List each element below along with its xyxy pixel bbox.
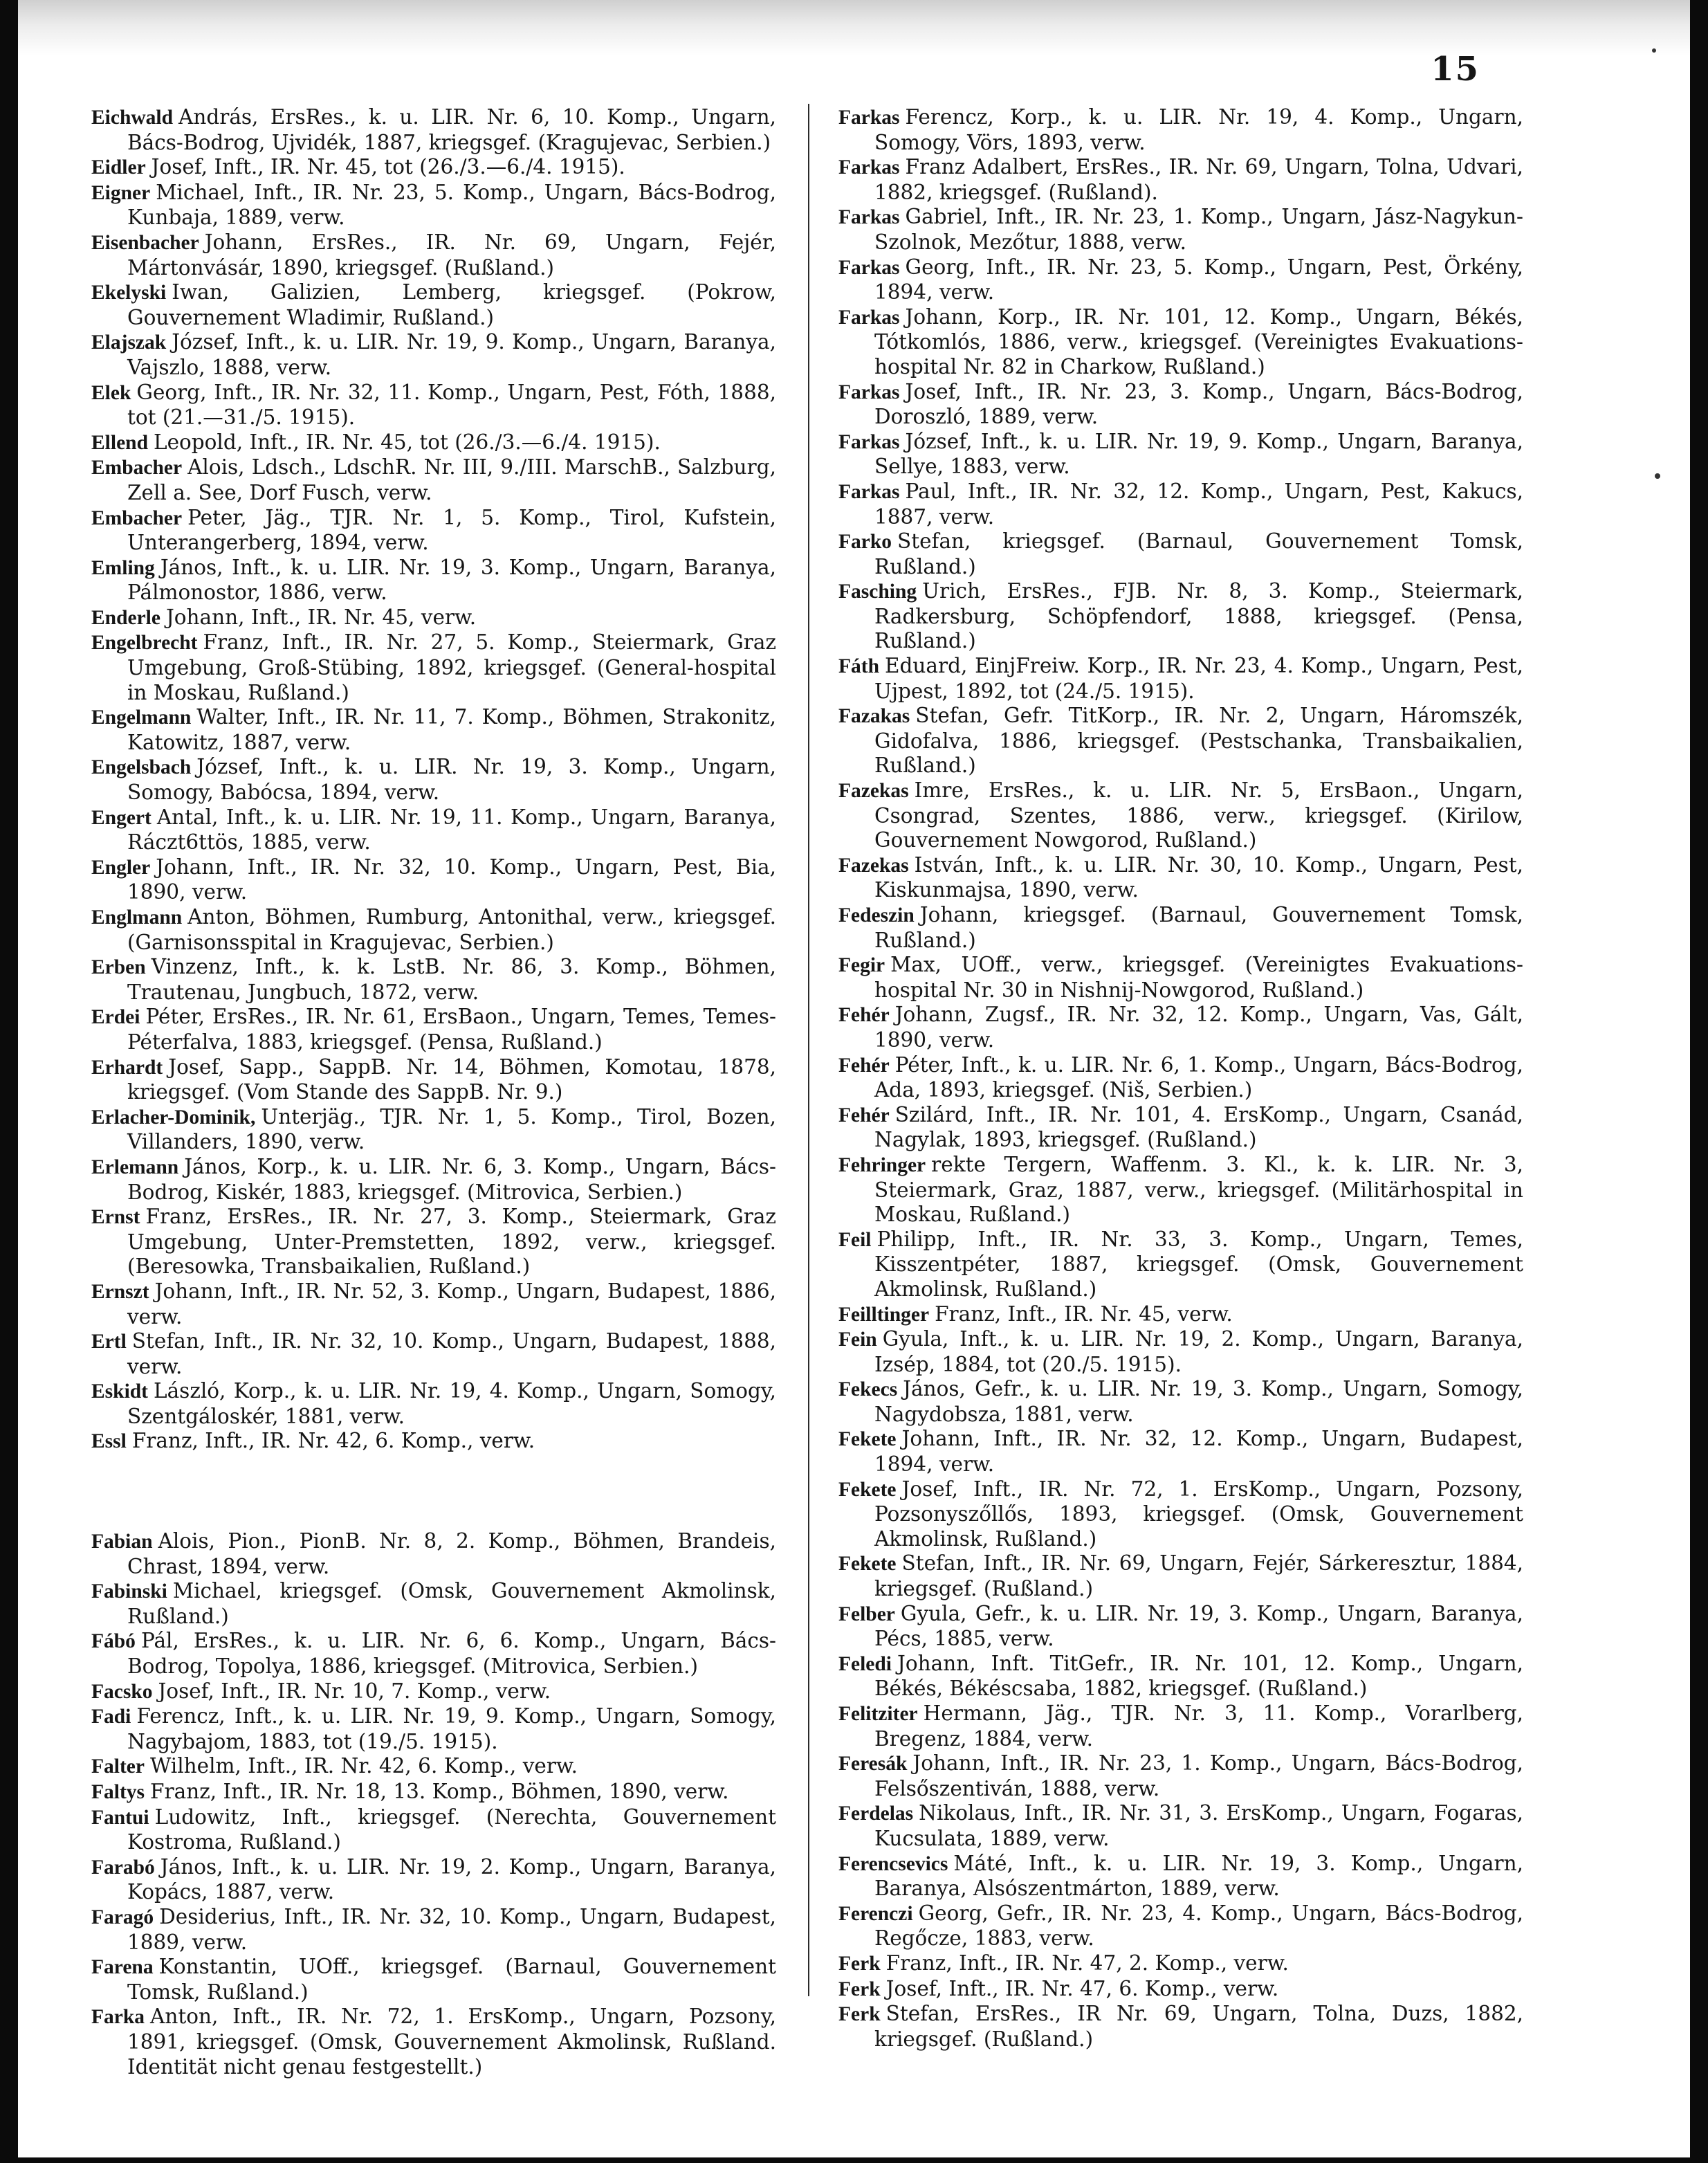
entry-details: Desiderius, Inft., IR. Nr. 32, 10. Komp., Ungarn, Budapest, 1889, verw. (127, 1904, 776, 1954)
register-entry (91, 1055, 776, 1105)
entry-surname: Fehér (838, 1004, 890, 1027)
entry-surname: Fegir (838, 954, 885, 977)
register-entry (838, 1327, 1523, 1377)
entry-details: Peter, Jäg., TJR. Nr. 1, 5. Komp., Tirol, Kufstein, Unterangerberg, 1894, verw. (127, 505, 776, 555)
entry-surname: Farkas (838, 206, 900, 229)
register-entry (91, 1754, 776, 1780)
entry-details: Georg, Inft., IR. Nr. 32, 11. Komp., Ungarn, Pest, Fóth, 1888, tot (21.—31./5. 1915). (127, 380, 776, 430)
register-entry (91, 455, 776, 505)
register-entry (91, 1429, 776, 1454)
entry-surname: Fazekas (838, 780, 909, 803)
entry-details: Stefan, Inft., IR. Nr. 32, 10. Komp., Ungarn, Budapest, 1888, verw. (127, 1329, 776, 1378)
register-entry (91, 630, 776, 705)
entry-surname: Engert (91, 806, 151, 829)
entry-surname: Fadi (91, 1706, 131, 1728)
entry-details: László, Korp., k. u. LIR. Nr. 19, 4. Komp., Ungarn, Somogy, Szentgáloskér, 1881, verw. (127, 1379, 776, 1428)
entry-surname: Fehér (838, 1054, 890, 1077)
entry-surname: Ferk (838, 1952, 881, 1975)
entry-details: János, Gefr., k. u. LIR. Nr. 19, 3. Komp., Ungarn, Somogy, Nagydobsza, 1881, verw. (874, 1377, 1523, 1426)
entry-details: Ferencz, Inft., k. u. LIR. Nr. 19, 9. Komp., Ungarn, Somogy, Nagybajom, 1883, tot (19./5. 1915). (127, 1704, 776, 1753)
register-entry (91, 280, 776, 330)
entry-details: Antal, Inft., k. u. LIR. Nr. 19, 11. Komp., Ungarn, Baranya, Ráczt6ttös, 1885, verw. (127, 805, 776, 855)
entry-surname: Fehér (838, 1104, 890, 1126)
entry-details: Stefan, kriegsgef. (Barnaul, Gouvernement Tomsk, Rußland.) (874, 529, 1523, 578)
entry-surname: Ertl (91, 1331, 127, 1353)
entry-details: Iwan, Galizien, Lemberg, kriegsgef. (Pokrow, Gouvernement Wladimir, Rußland.) (127, 280, 776, 329)
entry-details: József, Inft., k. u. LIR. Nr. 19, 9. Komp., Ungarn, Baranya, Sellye, 1883, verw. (874, 429, 1523, 479)
entry-details: Franz, Inft., IR. Nr. 27, 5. Komp., Steiermark, Graz Umgebung, Groß-Stübing, 1892, kriegsgef. (General-hospital in Moskau, Rußland.) (127, 630, 776, 704)
entry-surname: Ferk (838, 2003, 881, 2026)
register-entry (838, 778, 1523, 853)
entry-surname: Ferencsevics (838, 1852, 948, 1875)
entry-details: Georg, Inft., IR. Nr. 23, 5. Komp., Ungarn, Pest, Örkény, 1894, verw. (874, 255, 1523, 304)
entry-surname: Embacher (91, 457, 183, 480)
register-entry (91, 1579, 776, 1629)
entry-surname: Eskidt (91, 1380, 148, 1403)
register-entry (91, 1529, 776, 1579)
entry-surname: Farkas (838, 480, 900, 503)
entry-details: Johann, Korp., IR. Nr. 101, 12. Komp., Ungarn, Békés, Tótkomlós, 1886, verw., kriegsgef. (Vereinigtes Evakuations-hospital Nr. 82 in Charkow, Rußland.) (874, 304, 1523, 378)
entry-details: Unterjäg., TJR. Nr. 1, 5. Komp., Tirol, Bozen, Villanders, 1890, verw. (127, 1104, 776, 1154)
section-f-entries (91, 1529, 776, 2079)
register-entry (838, 155, 1523, 205)
entry-details: Wilhelm, Inft., IR. Nr. 42, 6. Komp., verw. (149, 1754, 578, 1778)
register-entry (838, 2002, 1523, 2052)
entry-surname: Farabó (91, 1856, 155, 1879)
register-entry (838, 305, 1523, 380)
entry-details: János, Inft., k. u. LIR. Nr. 19, 2. Komp., Ungarn, Baranya, Kopács, 1887, verw. (127, 1854, 776, 1904)
register-entry (91, 1205, 776, 1279)
register-entry (838, 1477, 1523, 1552)
entry-details: József, Inft., k. u. LIR. Nr. 19, 9. Komp., Ungarn, Baranya, Vajszlo, 1888, verw. (127, 330, 776, 379)
entry-surname: Erdei (91, 1006, 140, 1029)
entry-details: Walter, Inft., IR. Nr. 11, 7. Komp., Böhmen, Strakonitz, Katowitz, 1887, verw. (127, 705, 776, 754)
entry-details: Josef, Inft., IR. Nr. 10, 7. Komp., verw. (158, 1679, 551, 1703)
entry-surname: Farkas (838, 156, 900, 179)
entry-surname: Fasching (838, 581, 917, 603)
register-entry (838, 480, 1523, 529)
entry-details: István, Inft., k. u. LIR. Nr. 30, 10. Komp., Ungarn, Pest, Kiskunmajsa, 1890, verw. (874, 852, 1523, 902)
entry-details: Josef, Sapp., SappB. Nr. 14, Böhmen, Komotau, 1878, kriegsgef. (Vom Stande des SappB. Nr. 9.) (127, 1055, 776, 1104)
register-entry (91, 955, 776, 1005)
entry-surname: Elek (91, 381, 131, 404)
entry-surname: Englmann (91, 906, 183, 929)
entry-details: Gabriel, Inft., IR. Nr. 23, 1. Komp., Ungarn, Jász-Nagykun-Szolnok, Mezőtur, 1888, verw. (874, 205, 1523, 254)
entry-surname: Fáth (838, 655, 879, 678)
register-entry (91, 1279, 776, 1329)
entry-details: Johann, Inft. TitGefr., IR. Nr. 101, 12. Komp., Ungarn, Békés, Békéscsaba, 1882, kriegsgef. (Rußland.) (874, 1651, 1523, 1701)
register-entry (91, 506, 776, 556)
entry-surname: Fekecs (838, 1378, 898, 1401)
entry-details: Urich, ErsRes., FJB. Nr. 8, 3. Komp., Steiermark, Radkersburg, Schöpfendorf, 1888, kriegsgef. (Pensa, Rußland.) (874, 579, 1523, 653)
section-e-entries (91, 105, 776, 1454)
entry-details: Imre, ErsRes., k. u. LIR. Nr. 5, ErsBaon., Ungarn, Csongrad, Szentes, 1886, verw., kriegsgef. (Kirilow, Gouvernement Nowgorod, Rußland.) (874, 778, 1523, 852)
entry-details: Johann, Inft., IR. Nr. 52, 3. Komp., Ungarn, Budapest, 1886, verw. (127, 1279, 776, 1329)
register-entry (91, 181, 776, 230)
register-entry (838, 1751, 1523, 1801)
register-entry (91, 805, 776, 855)
register-entry (91, 1329, 776, 1379)
entry-details: Péter, ErsRes., IR. Nr. 61, ErsBaon., Ungarn, Temes, Temes-Péterfalva, 1883, kriegsgef. (Pensa, Rußland.) (127, 1005, 776, 1054)
register-entry (838, 1377, 1523, 1427)
scan-speck (1655, 473, 1660, 479)
entry-surname: Feilltinger (838, 1303, 930, 1326)
entry-surname: Ferdelas (838, 1802, 914, 1825)
entry-details: Anton, Böhmen, Rumburg, Antonithal, verw., kriegsgef. (Garnisonsspital in Kragujevac, Serbien.) (127, 905, 776, 954)
register-entry (91, 1955, 776, 2005)
entry-details: Nikolaus, Inft., IR. Nr. 31, 3. ErsKomp., Ungarn, Fogaras, Kucsulata, 1889, verw. (874, 1801, 1523, 1850)
entry-surname: Felitziter (838, 1703, 918, 1725)
entry-surname: Felber (838, 1603, 895, 1625)
entry-details: Stefan, Gefr. TitKorp., IR. Nr. 2, Ungarn, Háromszék, Gidofalva, 1886, kriegsgef. (Pestschanka, Transbaikalien, Rußland.) (874, 704, 1523, 778)
entry-details: Franz, Inft., IR. Nr. 47, 2. Komp., verw. (885, 1951, 1289, 1975)
entry-details: Vinzenz, Inft., k. k. LstB. Nr. 86, 3. Komp., Böhmen, Trautenau, Jungbuch, 1872, verw. (127, 955, 776, 1004)
register-entry (91, 430, 776, 456)
register-entry (91, 1855, 776, 1905)
register-entry (91, 855, 776, 905)
entry-surname: Faragó (91, 1906, 154, 1928)
register-entry (838, 1053, 1523, 1103)
entry-surname: Eidler (91, 156, 146, 179)
register-entry (838, 853, 1523, 903)
page-number: 15 (1431, 50, 1480, 89)
entry-details: Franz, ErsRes., IR. Nr. 27, 3. Komp., Steiermark, Graz Umgebung, Unter-Premstetten, 1892, verw., kriegsgef. (Beresowka, Transbaikalien, Rußland.) (127, 1205, 776, 1279)
entry-surname: Essl (91, 1430, 127, 1453)
entry-surname: Fehringer (838, 1153, 926, 1176)
entry-surname: Farena (91, 1956, 154, 1979)
entry-details: Michael, kriegsgef. (Omsk, Gouvernement Akmolinsk, Rußland.) (127, 1579, 776, 1628)
entry-details: Josef, Inft., IR. Nr. 47, 6. Komp., verw. (885, 1976, 1279, 2000)
entry-details: Máté, Inft., k. u. LIR. Nr. 19, 3. Komp., Ungarn, Baranya, Alsószentmárton, 1889, verw. (874, 1851, 1523, 1901)
entry-details: József, Inft., k. u. LIR. Nr. 19, 3. Komp., Ungarn, Somogy, Babócsa, 1894, verw. (127, 755, 776, 805)
entry-details: Johann, kriegsgef. (Barnaul, Gouvernement Tomsk, Rußland.) (874, 903, 1523, 952)
register-entry (838, 1701, 1523, 1751)
register-entry (838, 1852, 1523, 1901)
scan-top-shadow (18, 0, 1690, 55)
entry-details: János, Inft., k. u. LIR. Nr. 19, 3. Komp., Ungarn, Baranya, Pálmonostor, 1886, verw. (127, 555, 776, 605)
entry-details: Stefan, ErsRes., IR Nr. 69, Ungarn, Tolna, Duzs, 1882, kriegsgef. (Rußland.) (874, 2002, 1523, 2051)
entry-surname: Fabinski (91, 1580, 167, 1603)
entry-surname: Engler (91, 856, 151, 879)
register-entry (838, 1227, 1523, 1302)
entry-surname: Embacher (91, 506, 183, 529)
register-entry (91, 1629, 776, 1679)
scan-speck (1652, 48, 1656, 53)
entry-details: Franz, Inft., IR. Nr. 45, verw. (935, 1302, 1233, 1326)
register-entry (91, 1704, 776, 1754)
entry-details: Anton, Inft., IR. Nr. 72, 1. ErsKomp., Ungarn, Pozsony, 1891, kriegsgef. (Omsk, Gouvernement Akmolinsk, Rußland. Identität nicht genau festgestellt.) (127, 2005, 776, 2079)
register-entry (91, 2005, 776, 2079)
entry-details: rekte Tergern, Waffenm. 3. Kl., k. k. LIR. Nr. 3, Steiermark, Graz, 1887, verw., kriegsgef. (Militärhospital in Moskau, Rußland.) (874, 1152, 1523, 1227)
entry-surname: Farka (91, 2006, 145, 2029)
entry-details: Péter, Inft., k. u. LIR. Nr. 6, 1. Komp., Ungarn, Bács-Bodrog, Ada, 1893, kriegsgef. (Niš, Serbien.) (874, 1052, 1523, 1102)
entry-surname: Ekelyski (91, 282, 167, 304)
entry-surname: Fein (838, 1329, 877, 1351)
register-entry (838, 1153, 1523, 1227)
register-entry (838, 1901, 1523, 1951)
entry-surname: Feil (838, 1228, 872, 1251)
entry-details: Gyula, Inft., k. u. LIR. Nr. 19, 2. Komp., Ungarn, Baranya, Izsép, 1884, tot (20./5. 1915). (874, 1327, 1523, 1376)
entry-details: Franz Adalbert, ErsRes., IR. Nr. 69, Ungarn, Tolna, Udvari, 1882, kriegsgef. (Rußland). (874, 155, 1523, 204)
register-entry (838, 1801, 1523, 1851)
entry-details: Stefan, Inft., IR. Nr. 69, Ungarn, Fejér, Sárkeresztur, 1884, kriegsgef. (Rußland.) (874, 1551, 1523, 1601)
entry-surname: Erhardt (91, 1056, 163, 1079)
entry-details: Franz, Inft., IR. Nr. 42, 6. Komp., verw. (131, 1429, 535, 1453)
column-divider (808, 104, 809, 1996)
entry-surname: Feledi (838, 1652, 892, 1675)
register-entry (838, 1652, 1523, 1701)
register-entry (91, 556, 776, 605)
entry-surname: Feresák (838, 1753, 908, 1776)
entry-surname: Eichwald (91, 107, 174, 129)
entry-details: Michael, Inft., IR. Nr. 23, 5. Komp., Ungarn, Bács-Bodrog, Kunbaja, 1889, verw. (127, 180, 776, 230)
right-column (838, 105, 1523, 2052)
entry-details: Johann, Zugsf., IR. Nr. 32, 12. Komp., Ungarn, Vas, Gált, 1890, verw. (874, 1003, 1523, 1052)
register-entry (91, 1155, 776, 1205)
entry-surname: Eigner (91, 181, 151, 204)
entry-surname: Farkas (838, 107, 900, 129)
entry-details: Gyula, Gefr., k. u. LIR. Nr. 19, 3. Komp., Ungarn, Baranya, Pécs, 1885, verw. (874, 1601, 1523, 1651)
register-entry (91, 155, 776, 181)
entry-details: Alois, Pion., PionB. Nr. 8, 2. Komp., Böhmen, Brandeis, Chrast, 1894, verw. (127, 1529, 776, 1578)
register-entry (91, 230, 776, 280)
entry-details: Eduard, EinjFreiw. Korp., IR. Nr. 23, 4. Komp., Ungarn, Pest, Ujpest, 1892, tot (24./5. 1915). (874, 654, 1523, 703)
register-entry (838, 1551, 1523, 1601)
register-entry (91, 1379, 776, 1429)
entry-surname: Fabian (91, 1531, 153, 1553)
register-entry (838, 1951, 1523, 1977)
entry-surname: Ernszt (91, 1280, 149, 1303)
entry-surname: Ferenczi (838, 1902, 913, 1925)
register-entry (838, 205, 1523, 255)
entry-surname: Fekete (838, 1478, 897, 1501)
entry-surname: Fantui (91, 1806, 149, 1829)
entry-details: Alois, Ldsch., LdschR. Nr. III, 9./III. MarschB., Salzburg, Zell a. See, Dorf Fusch, verw. (127, 455, 776, 504)
left-column (91, 105, 776, 2079)
register-entry (838, 1602, 1523, 1652)
entry-details: Philipp, Inft., IR. Nr. 33, 3. Komp., Ungarn, Temes, Kisszentpéter, 1887, kriegsgef. (Omsk, Gouvernement Akmolinsk, Rußland.) (874, 1227, 1523, 1301)
entry-surname: Farko (838, 531, 892, 554)
entry-surname: Fazekas (838, 854, 909, 877)
entry-details: Leopold, Inft., IR. Nr. 45, tot (26./3.—6./4. 1915). (153, 430, 661, 454)
register-entry (91, 1679, 776, 1705)
register-entry (838, 105, 1523, 155)
entry-details: Johann, Inft., IR. Nr. 23, 1. Komp., Ungarn, Bács-Bodrog, Felsőszentiván, 1888, verw. (874, 1751, 1523, 1800)
entry-surname: Ferk (838, 1978, 881, 2000)
register-entry (91, 605, 776, 631)
entry-details: Georg, Gefr., IR. Nr. 23, 4. Komp., Ungarn, Bács-Bodrog, Regőcze, 1883, verw. (874, 1901, 1523, 1951)
entry-surname: Ernst (91, 1206, 140, 1229)
entry-surname: Fekete (838, 1428, 897, 1451)
register-entry (91, 905, 776, 955)
entry-details: András, ErsRes., k. u. LIR. Nr. 6, 10. Komp., Ungarn, Bács-Bodrog, Ujvidék, 1887, kriegsgef. (Kragujevac, Serbien.) (127, 105, 776, 154)
entry-details: Johann, ErsRes., IR. Nr. 69, Ungarn, Fejér, Mártonvásár, 1890, kriegsgef. (Rußland.) (127, 230, 776, 280)
register-entry (838, 1302, 1523, 1328)
register-entry (91, 1780, 776, 1805)
entry-surname: Erlemann (91, 1156, 179, 1178)
register-entry (838, 903, 1523, 953)
entry-surname: Fekete (838, 1553, 897, 1576)
register-entry (838, 380, 1523, 430)
register-entry (91, 330, 776, 380)
register-entry (838, 579, 1523, 654)
entry-surname: Farkas (838, 381, 900, 403)
register-entry (838, 1977, 1523, 2002)
entry-details: Josef, Inft., IR. Nr. 23, 3. Komp., Ungarn, Bács-Bodrog, Doroszló, 1889, verw. (874, 379, 1523, 429)
entry-surname: Eisenbacher (91, 231, 199, 254)
entry-details: Szilárd, Inft., IR. Nr. 101, 4. ErsKomp., Ungarn, Csanád, Nagylak, 1893, kriegsgef. (Rußland.) (874, 1102, 1523, 1152)
entry-surname: Facsko (91, 1680, 153, 1703)
entry-surname: Fábó (91, 1630, 136, 1653)
register-entry (838, 255, 1523, 305)
entry-details: Max, UOff., verw., kriegsgef. (Vereinigtes Evakuations-hospital Nr. 30 in Nishnij-Nowgorod, Rußland.) (874, 953, 1523, 1002)
register-entry (838, 1003, 1523, 1052)
entry-surname: Faltys (91, 1781, 145, 1803)
entry-details: Johann, Inft., IR. Nr. 45, verw. (165, 605, 477, 629)
entry-surname: Engelmann (91, 706, 192, 729)
register-entry (91, 1005, 776, 1055)
register-entry (91, 1905, 776, 1955)
entry-surname: Engelbrecht (91, 632, 198, 655)
register-entry (91, 1105, 776, 1155)
register-entry (91, 381, 776, 430)
entry-surname: Ellend (91, 431, 148, 454)
register-entry (838, 529, 1523, 579)
entry-details: János, Korp., k. u. LIR. Nr. 6, 3. Komp., Ungarn, Bács-Bodrog, Kiskér, 1883, kriegsgef. (Mitrovica, Serbien.) (127, 1154, 776, 1204)
entry-details: Ludowitz, Inft., kriegsgef. (Nerechta, Gouvernement Kostroma, Rußland.) (127, 1805, 776, 1854)
register-entry (838, 1427, 1523, 1477)
entry-details: Ferencz, Korp., k. u. LIR. Nr. 19, 4. Komp., Ungarn, Somogy, Vörs, 1893, verw. (874, 105, 1523, 154)
entry-surname: Erlacher-Dominik, (91, 1106, 256, 1129)
entry-surname: Erben (91, 956, 146, 979)
entry-details: Josef, Inft., IR. Nr. 72, 1. ErsKomp., Ungarn, Pozsony, Pozsonyszőllős, 1893, kriegsgef. (Omsk, Gouvernement Akmolinsk, Rußland.) (874, 1477, 1523, 1551)
entry-surname: Elajszak (91, 331, 167, 354)
entry-surname: Fazakas (838, 705, 910, 728)
entry-surname: Fedeszin (838, 904, 915, 927)
register-entry (91, 705, 776, 755)
register-entry (91, 105, 776, 155)
entry-surname: Farkas (838, 256, 900, 279)
entry-details: Hermann, Jäg., TJR. Nr. 3, 11. Komp., Vorarlberg, Bregenz, 1884, verw. (874, 1701, 1523, 1751)
entry-surname: Emling (91, 556, 155, 579)
entry-details: Pál, ErsRes., k. u. LIR. Nr. 6, 6. Komp., Ungarn, Bács-Bodrog, Topolya, 1886, kriegsgef. (Mitrovica, Serbien.) (127, 1629, 776, 1679)
right-column-entries (838, 105, 1523, 2052)
entry-surname: Farkas (838, 430, 900, 453)
register-entry (838, 430, 1523, 480)
entry-surname: Falter (91, 1755, 145, 1778)
entry-details: Josef, Inft., IR. Nr. 45, tot (26./3.—6./4. 1915). (151, 155, 625, 179)
register-entry (91, 1805, 776, 1855)
entry-details: Franz, Inft., IR. Nr. 18, 13. Komp., Böhmen, 1890, verw. (150, 1780, 729, 1803)
register-entry (838, 953, 1523, 1003)
section-break (91, 1454, 776, 1529)
entry-details: Paul, Inft., IR. Nr. 32, 12. Komp., Ungarn, Pest, Kakucs, 1887, verw. (874, 479, 1523, 529)
register-entry (838, 654, 1523, 704)
entry-surname: Engelsbach (91, 756, 192, 779)
register-entry (838, 1103, 1523, 1153)
entry-details: Johann, Inft., IR. Nr. 32, 12. Komp., Ungarn, Budapest, 1894, verw. (874, 1427, 1523, 1477)
register-entry (91, 755, 776, 805)
entry-surname: Enderle (91, 606, 160, 629)
entry-details: Konstantin, UOff., kriegsgef. (Barnaul, Gouvernement Tomsk, Rußland.) (127, 1955, 776, 2004)
entry-details: Johann, Inft., IR. Nr. 32, 10. Komp., Ungarn, Pest, Bia, 1890, verw. (127, 855, 776, 904)
register-entry (838, 704, 1523, 778)
entry-surname: Farkas (838, 306, 900, 329)
